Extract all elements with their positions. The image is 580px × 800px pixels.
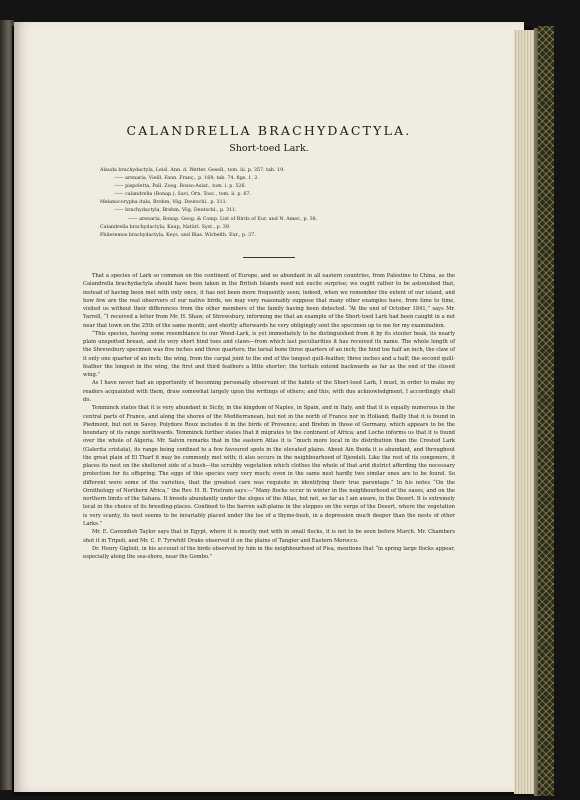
- synonymy-list: [100, 167, 440, 240]
- paragraph: That a species of Lark so common on the continent of Europe, and so abundant in all eastern countries, from Palestine to China, as the Calandrella brachydactyla should have been taken in the British Islands need not excite surprise; we ought rather to be astonished that, instead of having been met with only once, it has not been more frequently seen; indeed, when we remember the extent of our island, and how few are the real observers of our native birds, we may very reasonably suppose that many other examples have, from time to time, visited us without their differences from the other members of the family having been detected. “At the end of October 1841,” says Mr. Yarrell, “I received a letter from Mr. H. Shaw, of Shrewsbury, informing me that an example of the Short-toed Lark had been caught in a net near that town on the 25th of the same month; and shortly afterwards he very obligingly sent the specimen up to me for my examination.: [83, 273, 455, 329]
- synonymy-line: Phileremos brachydactyla, Keys. und Blas. Wirbelth. Eur., p. 37.: [100, 232, 256, 238]
- synonymy-line: —— arenaria, Bonap. Geog. & Comp. List of Birds of Eur. and N. Amer., p. 38.: [128, 216, 318, 222]
- synonymy-line: Melanocorypha itala, Brehm, Vög. Deutschl., p. 311.: [100, 200, 228, 206]
- gilt-page-edge: [538, 26, 554, 796]
- synonymy-line: —— pispoletta, Pall. Zoog. Rosso-Asiat., tom. i. p. 526.: [114, 184, 247, 190]
- paragraph: “This species, having some resemblance to our Wood-Lark, is yet immediately to be distinguished from it by its stouter beak, its nearly plain unspotted breast, and its very short hind toes and claws—from which last peculiarities it has received its name. The whole length of the Shrewsbury specimen was five inches and three quarters; the tarsal bone three quarters of an inch; the hind toe half an inch, the claw of it only one quarter of an inch; the wing, from the carpal joint to the end of the longest quill-feather, three inches and a half; the second quill-feather the longest in the wing, the first and third feathers a little shorter; the tertials extend backwards as far as the end of the closed wing.”: [83, 330, 455, 379]
- synonymy-line: —— arenaria, Vieill. Faun. Franç., p. 169, tab. 74. figs. 1, 2.: [114, 176, 259, 182]
- paragraph: As I have never had an opportunity of becoming personally observant of the habits of the Short-toed Lark, I must, in order to make my readers acquainted with them, draw somewhat largely upon the writings of others; and this, with due acknowledgment, I accordingly shall do.: [83, 380, 455, 403]
- synonymy-line: Calandrella brachydactyla, Kaup, Natürl. Syst., p. 39.: [100, 224, 231, 230]
- synonymy-line: —— brachydactyla, Brehm, Vög. Deutschl., p. 311.: [114, 208, 237, 214]
- paragraph: Temminck states that it is very abundant in Sicily, in the kingdom of Naples, in Spain, and in Italy, and that it is equally numerous in the central parts of France, and along the shores of the Mediterranean, but not in the north of France nor in Holland; Bailly that it is found in Piedmont, but not in Savoy. Polydore Roux includes it in the birds of Provence; and Brehm in those of Germany, which appears to be the boundary of its range northwards. Temminck further states that it migrates to the continent of Africa; and Loche informs us that it is found over the whole of Algeria. Mr. Salvin remarks that in the eastern Atlas it is “much more local in its distribution than the Crested Lark (Galerita cristata), its range being confined to a few favoured spots in the elevated plains. About Ain Beida it is abundant, and throughout the great plain of El Tharf it may be commonly met with; it also occurs in the neighbourhood of Djendeli. Like the rest of its congeners, it places its nest on the sheltered side of a bush—the scrubby vegetation which clothes the whole of that arid district affording the necessary protection for its offspring. The eggs of this species vary very much; even in the same nest hardly two similar ones are to be found. So different were some of the varieties, that the greatest care was requisite in identifying their true parentage.” In his notes “On the Ornithology of Northern Africa,” the Rev. H. B. Tristram says:—“Many flocks occur in winter in the neighbourhood of the oases, and on the northern limits of the Sahara. It breeds abundantly under the slopes of the Atlas, but not, so far as I am aware, in the Desert. It is extremely local in the choice of its breeding-places. Confined to the barren salt-plains in the steppes on the verge of the Desert, where the vegetation is very scanty, its nest seems to be invariably placed under the lee of a thyme-bush, in a depression much deeper than the nests of other Larks.”: [83, 405, 455, 527]
- section-divider: [243, 257, 295, 258]
- species-title: CALANDRELLA BRACHYDACTYLA.: [126, 123, 412, 138]
- synonymy-line: —— calandrella (Bonap.), Savi, Orn. Tosc., tom. ii. p. 67.: [114, 192, 252, 198]
- synonymy-line: Alauda brachydactyla, Leisl. Ann. d. Wetter. Gesell., tom. iii. p. 357, tab. 19.: [100, 168, 285, 173]
- common-name: Short-toed Lark.: [229, 143, 309, 154]
- paragraph: Mr. E. Cavendish Taylor says that in Egypt, where it is mostly met with in small flocks, it is not to be seen before March. Mr. Chambers shot it in Tripoli, and Mr. C. F. Tyrwhitt Drake observed it on the plains of Tangier and Eastern Morocco.: [83, 529, 455, 544]
- paragraph: Dr. Henry Giglioli, in his account of the birds observed by him in the neighbourhood of Pisa, mentions that “in spring large flocks appear, especially along the sea-shore, near the Gombo.”: [83, 545, 455, 561]
- body-text: [83, 272, 455, 561]
